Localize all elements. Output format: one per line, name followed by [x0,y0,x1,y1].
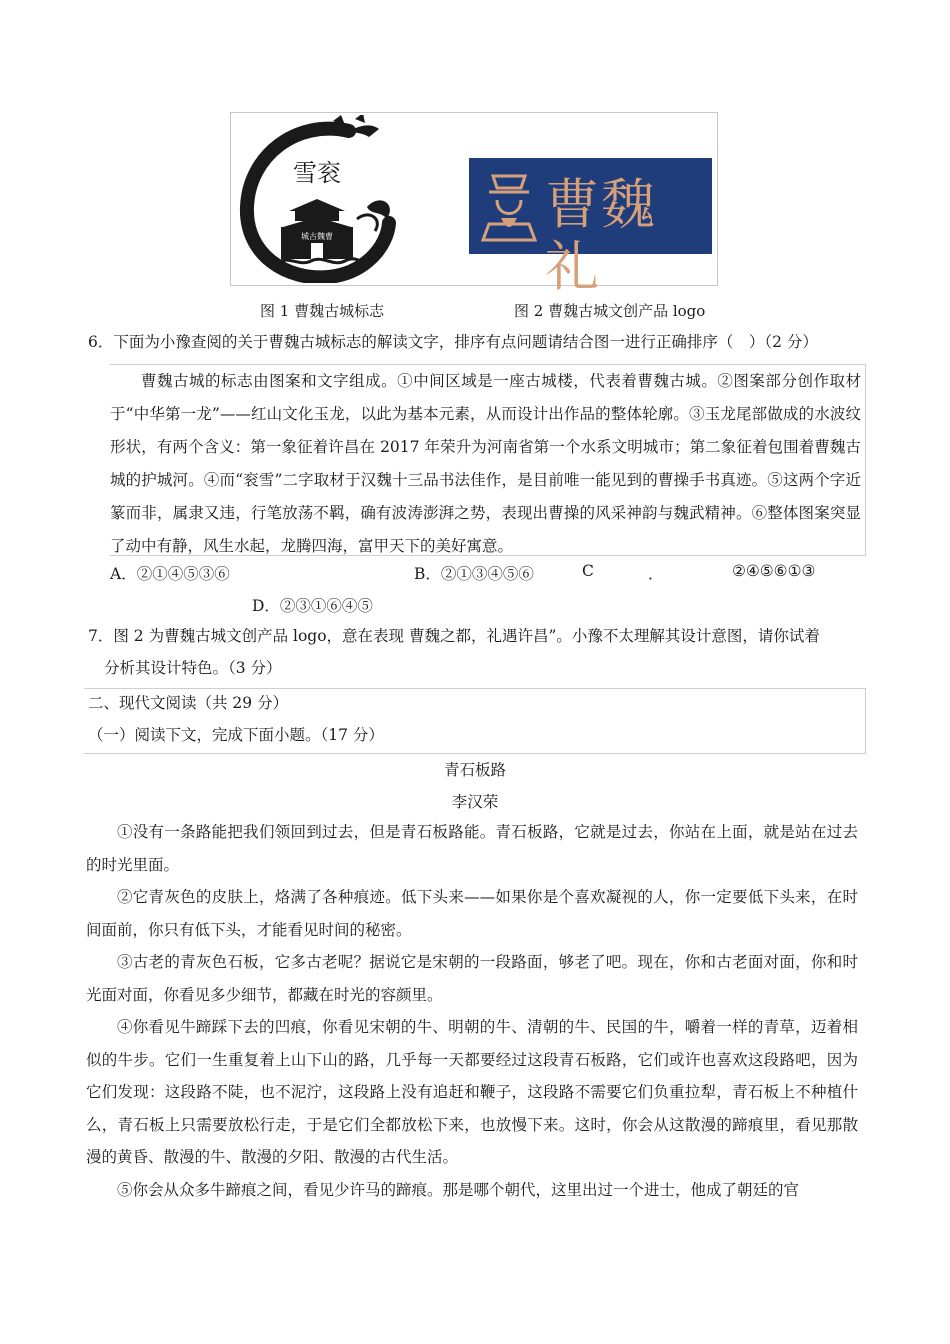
figure2-caption: 图 2 曹魏古城文创产品 logo [514,302,706,320]
article-paragraph-1: ①没有一条路能把我们领回到过去，但是青石板路能。青石板路，它就是过去，你站在上面，就是站在过去的时光里面。 [86,823,858,874]
logo1-gate-text: 城古魏曹 [301,232,333,241]
q6-option-c-dot: ． [648,565,664,583]
section2-subtitle: （一）阅读下文，完成下面小题。（17 分） [88,726,384,744]
q7-line2: 分析其设计特色。（3 分） [104,659,282,677]
logo1-calligraphy: 雪衮 [293,159,341,187]
scholar-figure-icon [479,170,539,242]
q6-option-d[interactable]: D．②③①⑥④⑤ [252,597,373,615]
section2-title: 二、现代文阅读（共 29 分） [88,694,289,712]
article-paragraph-2: ②它青灰色的皮肤上，烙满了各种痕迹。低下头来——如果你是个喜欢凝视的人，你一定要低下头来，在时间面前，你只有低下头，才能看见时间的秘密。 [86,888,858,939]
logo2-text: 曹魏礼 [545,173,657,298]
article-paragraph-4: ④你看见牛蹄踩下去的凹痕，你看见宋朝的牛、明朝的牛、清朝的牛、民国的牛，嚼着一样的青草，迈着相似的牛步。它们一生重复着上山下山的路，几乎每一天都要经过这段青石板路，它们或许也喜欢这段路吧，因为它们发现：这段路不陡，也不泥泞，这段路上没有追赶和鞭子，这段路不需要它们负重拉犁，青石板上不种植什么，青石板上只需要放松行走，于是它们全都放松下来，也放慢下来。这时，你会从这散漫的蹄痕里，看见那散漫的黄昏、散漫的牛、散漫的夕阳、散漫的古代生活。 [86,1018,858,1166]
q6-option-a[interactable]: A．②①④⑤③⑥ [110,565,230,583]
q6-option-b[interactable]: B．②①③④⑤⑥ [414,565,534,583]
figure1-caption: 图 1 曹魏古城标志 [260,302,385,320]
logo-caowei-ancient-city [237,115,397,283]
q6-stem: 6．下面为小豫查阅的关于曹魏古城标志的解读文字，排序有点问题请结合图一进行正确排序（ ）（2 分） [88,333,818,351]
article-paragraph-3: ③古老的青灰色石板，它多古老呢？据说它是宋朝的一段路面，够老了吧。现在，你和古老面对面，你和时光面对面，你看见多少细节，都藏在时光的容颜里。 [86,953,858,1004]
article-author: 李汉荣 [451,793,499,811]
city-gate-icon [281,199,353,259]
q6-passage: 曹魏古城的标志由图案和文字组成。①中间区域是一座古城楼，代表着曹魏古城。②图案部分创作取材于“中华第一龙”——红山文化玉龙，以此为基本元素，从而设计出作品的整体轮廓。③玉龙尾部做成的水波纹形状，有两个含义：第一象征着许昌在 2017 年荣升为河南省第一个水系文明城市；第二象征着包围着曹魏古城的护城河。④而“衮雪”二字取材于汉魏十三品书法佳作，是目前唯一能见到的曹操手书真迹。⑤这两个字近篆而非，属隶又违，行笔放荡不羁，确有波涛澎湃之势，表现出曹操的风采神韵与魏武精神。⑥整体图案突显了动中有静，风生水起，龙腾四海，富甲天下的美好寓意。 [110,372,861,555]
logo-caowei-li [469,158,712,298]
q6-passage-box [110,364,866,556]
q6-option-c-text[interactable]: ②④⑤⑥①③ [732,562,816,580]
q6-option-c-letter[interactable]: C [582,562,594,580]
figure-box [230,112,718,298]
article-paragraph-5: ⑤你会从众多牛蹄痕之间，看见少许马的蹄痕。那是哪个朝代，这里出过一个进士，他成了朝廷的官 [117,1181,800,1199]
q7-line1: 7．图 2 为曹魏古城文创产品 logo，意在表现 曹魏之都，礼遇许昌”。小豫不太理解其设计意图，请你试着 [88,627,820,645]
article-title: 青石板路 [443,761,506,779]
